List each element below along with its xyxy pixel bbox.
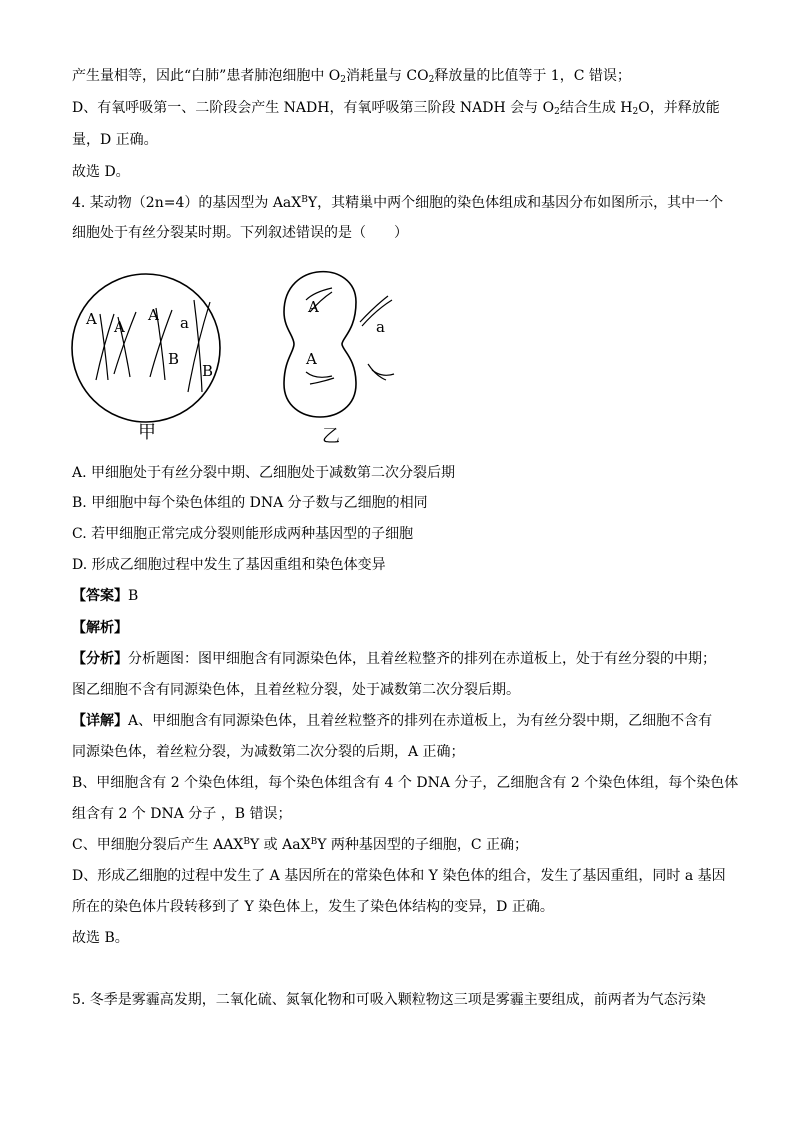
text-line: D、有氧呼吸第一、二阶段会产生 NADH，有氧呼吸第三阶段 NADH 会与 $O_2$结合生成 $H_2O$，并释放能 bbox=[72, 100, 720, 117]
cell-yi-outline bbox=[284, 272, 356, 417]
gene-label-A: A bbox=[306, 350, 317, 368]
cell-jia-label: 甲 bbox=[138, 422, 156, 443]
xiangjie-line: C、甲细胞分裂后产生 $AAX^BY$ 或 AaX$^B$Y 两种基因型的子细胞，C 正确； bbox=[72, 837, 529, 853]
gene-label-A: A bbox=[86, 310, 97, 328]
option-d: D. 形成乙细胞过程中发生了基因重组和染色体变异 bbox=[72, 557, 386, 573]
xiangjie-line: 组含有 2 个 DNA 分子 ，B 错误； bbox=[72, 806, 292, 822]
answer-line bbox=[72, 586, 722, 606]
question-5-stem: 5. 冬季是雾霾高发期，二氧化硫、氮氧化物和可吸入颗粒物这三项是雾霾主要组成，前两者为气态污染 bbox=[72, 992, 706, 1008]
gene-label-A: A bbox=[148, 306, 159, 324]
cell-division-figure bbox=[70, 252, 470, 452]
option-a: A. 甲细胞处于有丝分裂中期、乙细胞处于减数第二次分裂后期 bbox=[72, 465, 456, 481]
text-line: 量，D 正确。 bbox=[72, 132, 158, 148]
cell-yi-chromosomes bbox=[306, 288, 394, 384]
gene-label-a: a bbox=[376, 318, 385, 336]
xiangjie-line: 所在的染色体片段转移到了 Y 染色体上，发生了染色体结构的变异，D 正确。 bbox=[72, 899, 554, 915]
text-line: 故选 D。 bbox=[72, 164, 130, 180]
answer-tag: 【答案】 bbox=[72, 588, 128, 604]
gene-label-A: A bbox=[308, 298, 319, 316]
xiangjie-line: 同源染色体，着丝粒分裂，为减数第二次分裂的后期，A 正确； bbox=[72, 744, 465, 760]
text-line: 产生量相等，因此“白肺”患者肺泡细胞中 $O_2$消耗量与 $CO_2$释放量的比值等于 1，C 错误； bbox=[72, 68, 631, 85]
fenxi-line: 图乙细胞不含有同源染色体，且着丝粒分裂，处于减数第二次分裂后期。 bbox=[72, 682, 520, 698]
xiangjie-line: D、形成乙细胞的过程中发生了 A 基因所在的常染色体和 Y 染色体的组合，发生了基因重组，同时 a 基因 bbox=[72, 868, 726, 884]
answer-value: B bbox=[128, 588, 139, 604]
analysis-tag: 【解析】 bbox=[72, 620, 128, 636]
cell-yi-label: 乙 bbox=[322, 426, 340, 447]
cell-diagram bbox=[70, 252, 470, 452]
conclusion-line: 故选 B。 bbox=[72, 930, 129, 946]
question-4-stem: 4. 某动物（2n=4）的基因型为 AaX$^B$Y，其精巢中两个细胞的染色体组成和基因分布如图所示，其中一个 bbox=[72, 195, 724, 211]
question-4-stem-cont: 细胞处于有丝分裂某时期。下列叙述错误的是（ ） bbox=[72, 225, 408, 241]
gene-label-B: B bbox=[168, 350, 180, 368]
fenxi-line: 【分析】分析题图：图甲细胞含有同源染色体，且着丝粒整齐的排列在赤道板上，处于有丝分裂的中期； bbox=[72, 651, 716, 667]
option-c: C. 若甲细胞正常完成分裂则能形成两种基因型的子细胞 bbox=[72, 526, 414, 542]
xiangjie-line: 【详解】A、甲细胞含有同源染色体，且着丝粒整齐的排列在赤道板上，为有丝分裂中期，乙细胞不含有 bbox=[72, 713, 713, 729]
gene-label-A: A bbox=[114, 318, 125, 336]
option-b: B. 甲细胞中每个染色体组的 DNA 分子数与乙细胞的相同 bbox=[72, 495, 428, 511]
gene-label-B: B bbox=[202, 362, 214, 380]
xiangjie-line: B、甲细胞含有 2 个染色体组，每个染色体组含有 4 个 DNA 分子，乙细胞含有 2 个染色体组，每个染色体 bbox=[72, 775, 739, 791]
gene-label-a: a bbox=[180, 314, 189, 332]
